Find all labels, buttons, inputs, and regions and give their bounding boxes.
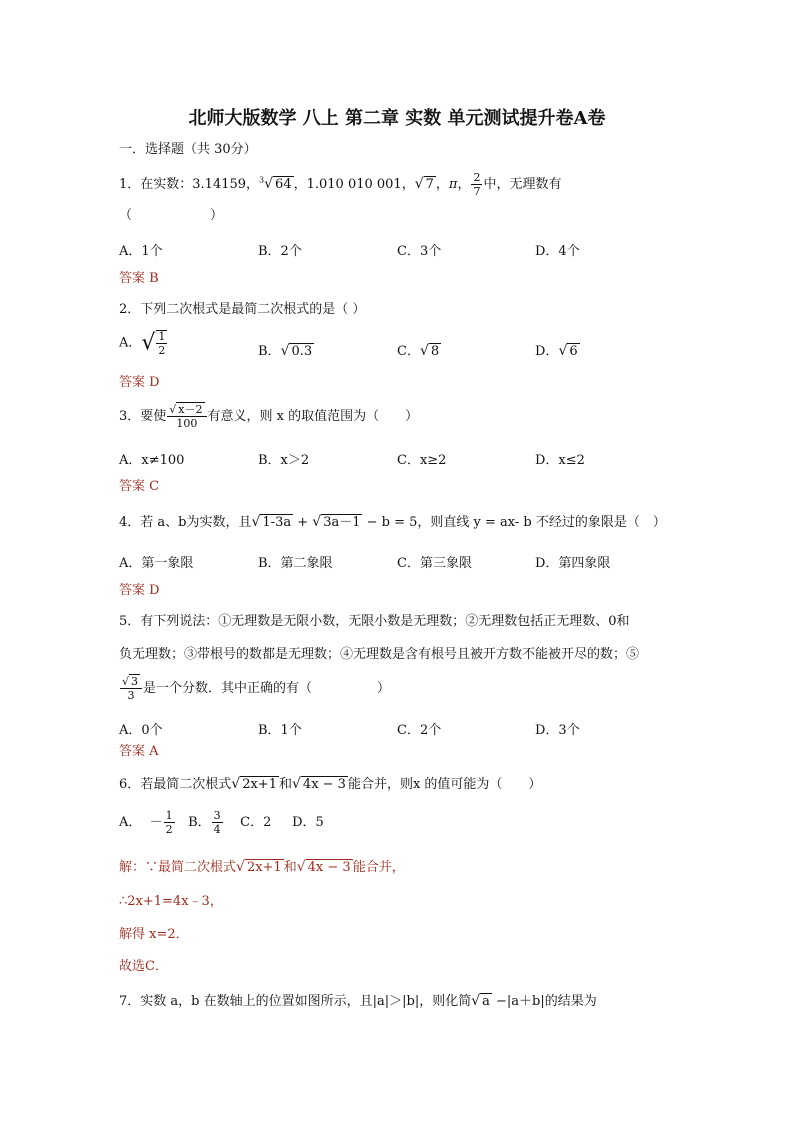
q3-option-a: A．x≠100 (119, 453, 185, 468)
q2-b-radicand: 0.3 (291, 344, 313, 359)
q5-frac-den: 3 (127, 689, 135, 702)
question-5-line-3 (119, 676, 390, 701)
question-1: 1．在实数：3.14159，$^3$√ 64 ，1.010 010 001，√ 7 ，π， $\frac{2}{7}$ 中，无理数有 (119, 171, 562, 198)
section-heading: 一．选择题（共 30分） (119, 142, 257, 157)
q6-text-pre: 6．若最简二次根式 (119, 777, 232, 792)
radical-icon: √ (231, 776, 241, 792)
document-title: 北师大版数学 八上 第二章 实数 单元测试提升卷A卷 (188, 108, 606, 129)
q1-text-pre: 1．在实数：3.14159， (119, 177, 260, 192)
q4-option-b: B．第二象限 (258, 556, 333, 571)
q3-num-radicand: x－2 (178, 403, 203, 416)
q1-option-c: C．3个 (397, 244, 442, 259)
radical-icon: √ (169, 403, 177, 416)
question-6 (119, 776, 541, 793)
q2-option-a (119, 330, 168, 356)
radical-icon: √ (414, 176, 424, 192)
radical-icon: √ (280, 343, 290, 359)
q4-option-a: A．第一象限 (119, 556, 194, 571)
q2-option-b (258, 340, 314, 359)
q1-cbrt-radicand: 64 (275, 177, 292, 192)
q2-a-label: A． (119, 335, 142, 351)
q6-a-num: 1 (165, 809, 173, 822)
q2-option-d (535, 340, 580, 359)
q1-answer: 答案 B (119, 271, 159, 286)
radical-icon: √ (141, 330, 156, 356)
q6-solution-line-2: ∴2x+1=4x﹣3， (119, 894, 223, 909)
q2-d-label: D． (535, 344, 559, 359)
q2-c-label: C． (397, 344, 420, 359)
q2-option-c (397, 340, 441, 359)
q5-frac-num (120, 676, 142, 689)
q6-radicand-1: 2x+1 (242, 777, 277, 792)
radical-icon: √ (251, 514, 261, 530)
q7-text-pre: 7．实数 a，b 在数轴上的位置如图所示，且|a|＞|b|，则化简 (119, 994, 472, 1009)
question-5-line-2: 负无理数；③带根号的数都是无理数；④无理数是含有根号且被开方数不能被开尽的数；⑤ (119, 647, 640, 662)
q6-a-fraction (164, 810, 175, 835)
q4-option-d: D．第四象限 (535, 556, 611, 571)
q4-plus: + (293, 515, 313, 530)
q3-option-b: B．x＞2 (258, 453, 310, 468)
question-7 (119, 993, 597, 1010)
q3-frac-num (167, 404, 206, 417)
q6-b-fraction (212, 810, 223, 835)
q5-option-d: D．3个 (535, 723, 580, 738)
q1-text-mid: ，1.010 010 001， (293, 177, 415, 192)
q2-answer: 答案 D (119, 375, 160, 390)
radical-icon: √ (471, 993, 481, 1009)
q6-b-label: B． (188, 815, 211, 830)
q1-text-post: 中，无理数有 (483, 177, 562, 192)
q6-b-den: 4 (213, 823, 221, 836)
q6-sol-pre: 解：∵最简二次根式 (119, 860, 237, 875)
q6-solution-line-3: 解得 x=2． (119, 927, 189, 942)
q7-text-post: −|a＋b|的结果为 (491, 994, 597, 1009)
q1-option-a: A．1个 (119, 244, 163, 259)
q6-a-sign: － (149, 815, 163, 830)
q6-solution-line-4: 故选C． (119, 959, 168, 974)
q3-frac-den: 100 (176, 417, 198, 430)
q5-option-b: B．1个 (258, 723, 302, 738)
q2-b-label: B． (258, 344, 281, 359)
radical-icon: √ (122, 675, 130, 688)
q1-frac-den: 7 (473, 185, 481, 198)
radical-icon: √ (419, 343, 429, 359)
q5-answer: 答案 A (119, 744, 159, 759)
q5-option-c: C．2个 (397, 723, 442, 738)
q6-text-post: 能合并，则x 的值可能为（ ） (347, 777, 542, 792)
q3-option-c: C．x≥2 (397, 453, 447, 468)
q2-a-fraction (156, 330, 167, 356)
q1-fraction (471, 172, 482, 197)
q6-sol-post: 能合并， (352, 860, 405, 875)
q6-sol-radicand-1: 2x+1 (246, 860, 282, 875)
q7-radicand: a (482, 994, 490, 1009)
q5-option-a: A．0个 (119, 723, 163, 738)
q6-sol-and: 和 (283, 860, 297, 875)
radical-icon: √ (312, 514, 322, 530)
q6-radicand-2: 4x − 3 (302, 777, 346, 792)
question-3 (119, 404, 418, 429)
q6-options (119, 810, 324, 835)
question-2: 2．下列二次根式是最简二次根式的是（ ） (119, 302, 366, 317)
q1-cbrt-index: 3 (259, 175, 265, 185)
q6-and: 和 (278, 777, 292, 792)
q6-solution-line-1 (119, 859, 405, 876)
q3-fraction (167, 404, 206, 429)
q1-paren: （ ） (119, 208, 224, 223)
radical-icon: √ (296, 859, 306, 875)
q2-a-num: 1 (158, 330, 166, 343)
q4-radicand-2: 3a－1 (323, 515, 361, 530)
q1-option-b: B．2个 (258, 244, 302, 259)
q2-d-radicand: 6 (569, 344, 578, 359)
q4-answer: 答案 D (119, 583, 160, 598)
q3-answer: 答案 C (119, 479, 160, 494)
q3-text-post: 有意义，则 x 的取值范围为（ ） (207, 409, 419, 424)
q4-text-pre: 4．若 a、b为实数，且 (119, 515, 252, 530)
radical-icon: √ (558, 343, 568, 359)
q4-radicand-1: 1-3a (262, 515, 292, 530)
q6-sol-radicand-2: 4x − 3 (307, 860, 351, 875)
q5-text-post: 是一个分数．其中正确的有（ ） (143, 681, 391, 696)
q1-option-d: D．4个 (535, 244, 580, 259)
q2-a-den: 2 (158, 344, 166, 357)
radical-icon: √ (264, 176, 274, 192)
q4-text-post: − b = 5，则直线 y = ax- b 不经过的象限是（ ） (362, 515, 666, 530)
question-5-line-1: 5．有下列说法：①无理数是无限小数，无限小数是无理数；②无理数包括正无理数、0和 (119, 614, 630, 629)
q3-option-d: D．x≤2 (535, 453, 585, 468)
q5-fraction (120, 676, 142, 701)
q4-option-c: C．第三象限 (397, 556, 472, 571)
radical-icon: √ (292, 776, 301, 792)
q5-num-radicand: 3 (131, 675, 139, 688)
q6-a-label: A． (119, 815, 142, 830)
q1-frac-num: 2 (473, 171, 481, 184)
q6-option-d: D．5 (292, 815, 324, 830)
q1-pi: π (448, 177, 458, 192)
q6-option-c: C．2 (240, 815, 272, 830)
q2-c-radicand: 8 (430, 344, 440, 359)
q6-b-num: 3 (213, 809, 221, 822)
radical-icon: √ (236, 859, 245, 875)
q3-text-pre: 3．要使 (119, 409, 167, 424)
q1-sqrt-radicand: 7 (425, 177, 434, 192)
question-4 (119, 514, 666, 531)
q6-a-den: 2 (165, 823, 173, 836)
